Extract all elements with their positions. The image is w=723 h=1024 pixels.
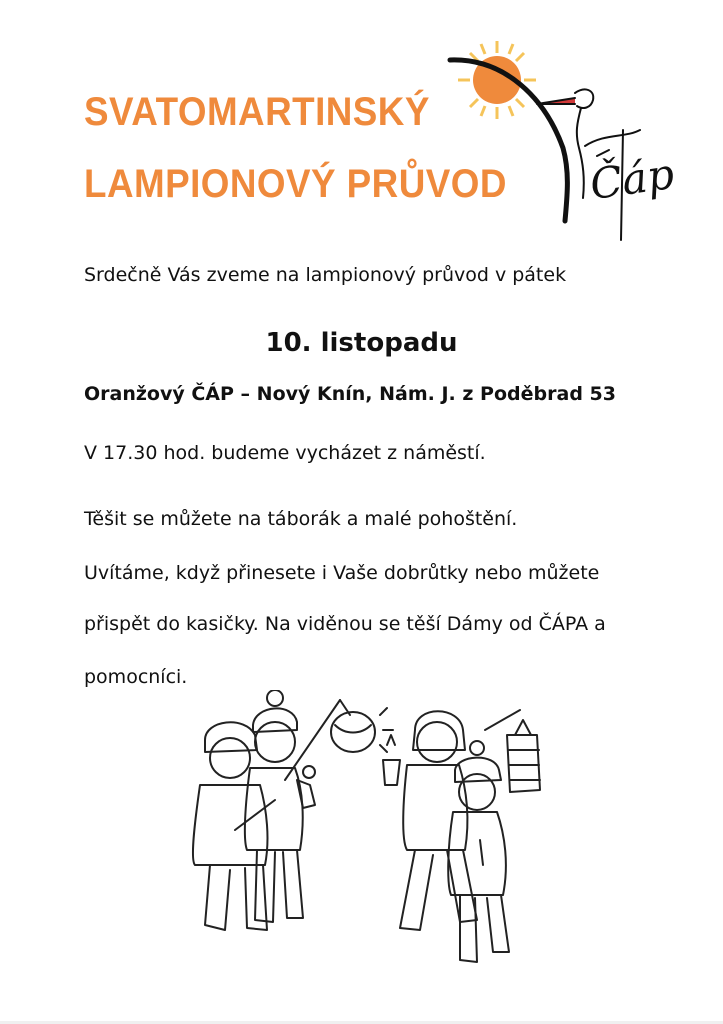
title-line-2: LAMPIONOVÝ PRŮVOD — [84, 162, 507, 206]
logo-text: Čáp — [586, 148, 677, 210]
invitation-text: Srdečně Vás zveme na lampionový průvod v pátek — [84, 264, 567, 286]
child-3-figure — [383, 711, 477, 930]
event-address: Oranžový ČÁP – Nový Knín, Nám. J. z Poděbrad 53 — [84, 383, 616, 405]
paragraph-line-3: přispět do kasičky. Na viděnou se těší Dámy od ČÁPA a — [84, 613, 606, 635]
paragraph-line-4: pomocníci. — [84, 666, 188, 688]
paragraph-line-2: Uvítáme, když přinesete i Vaše dobrůtky nebo můžete — [84, 562, 600, 584]
departure-text: V 17.30 hod. budeme vycházet z náměstí. — [84, 442, 486, 464]
round-lantern-icon — [285, 700, 393, 780]
child-2-figure — [245, 690, 315, 922]
event-date: 10. listopadu — [265, 328, 458, 358]
children-lantern-illustration — [175, 690, 555, 990]
stork-logo — [445, 38, 690, 253]
sun-icon — [458, 41, 536, 119]
title-line-1: SVATOMARTINSKÝ — [84, 90, 430, 134]
paragraph-line-1: Těšit se můžete na táborák a malé pohoštění. — [84, 508, 518, 530]
child-1-figure — [193, 722, 275, 930]
child-4-figure — [448, 741, 509, 962]
